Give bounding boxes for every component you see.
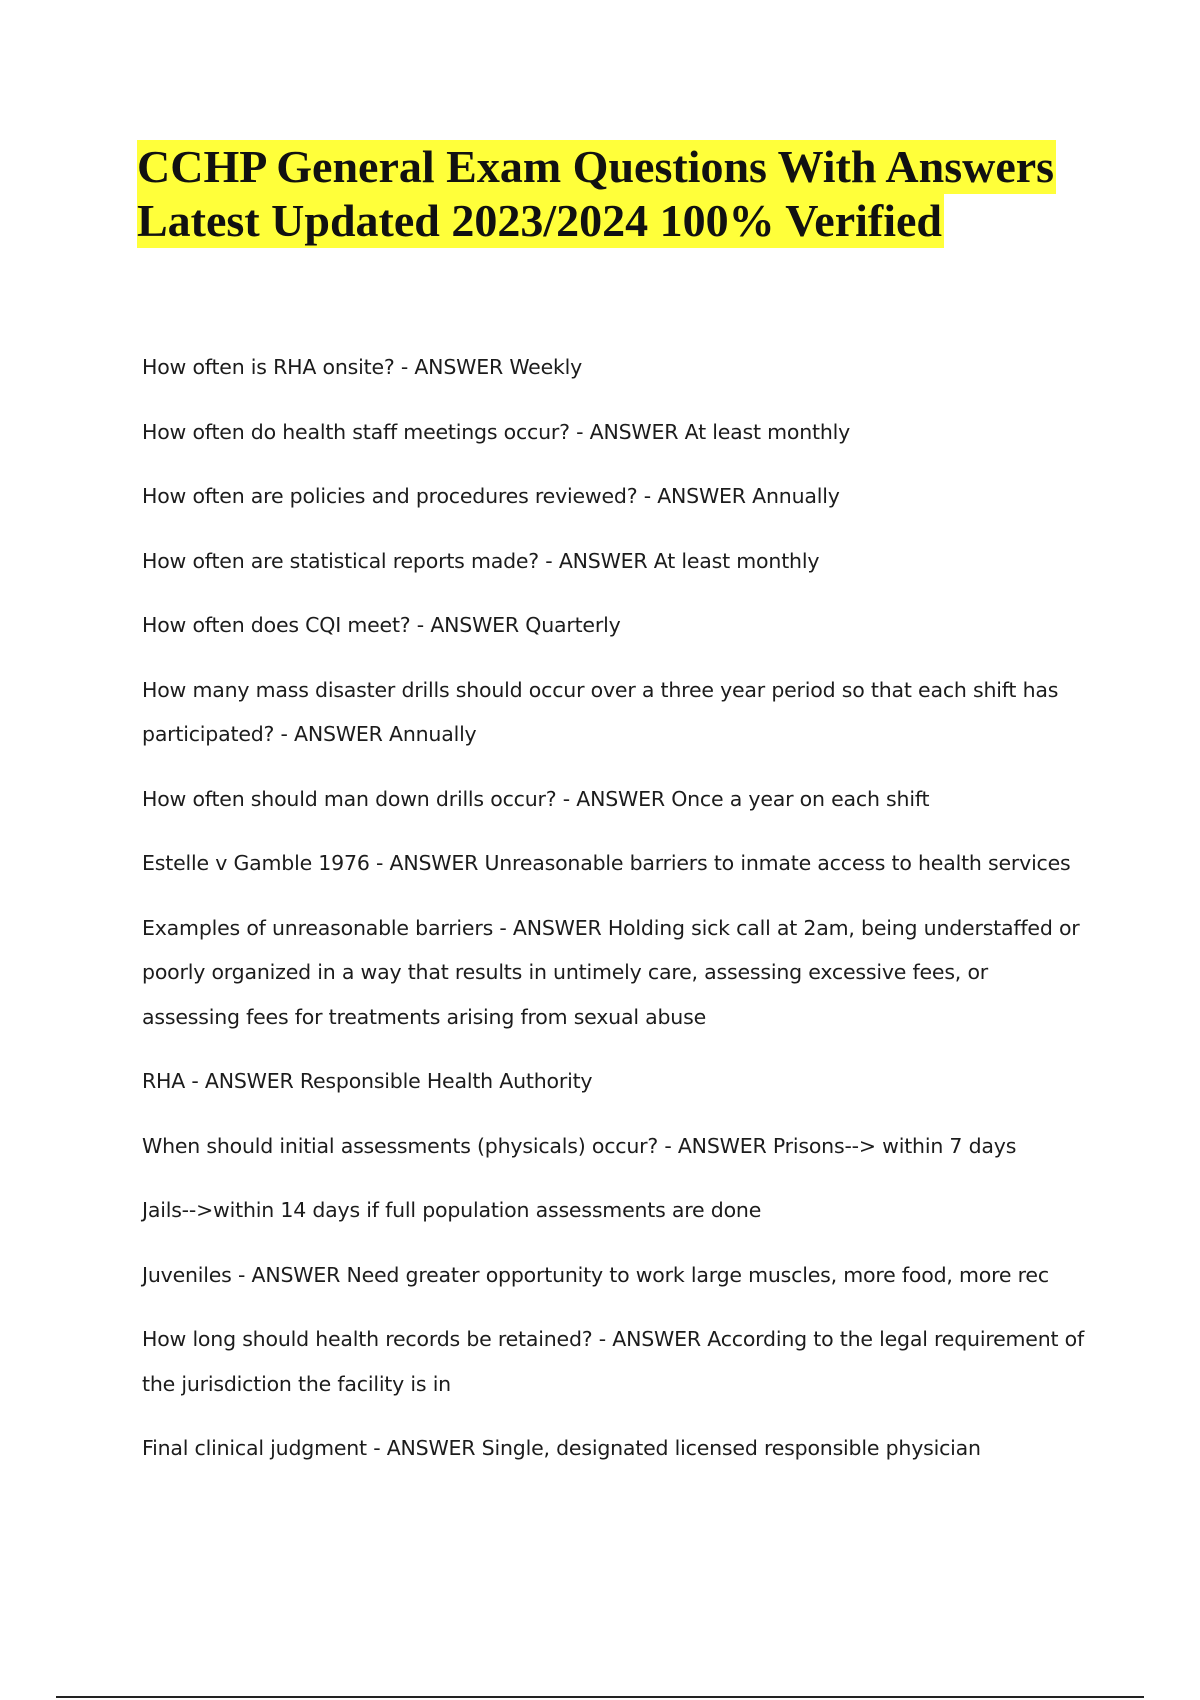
document-title — [137, 140, 1137, 248]
qa-item: Examples of unreasonable barriers - ANSWER Holding sick call at 2am, being understaffed or poorly organized in a way that results in untimely care, assessing excessive fees, or assessing fees for treatments arising from sexual abuse — [142, 915, 1080, 1029]
qa-item: Jails-->within 14 days if full population assessments are done — [142, 1198, 762, 1222]
title-line-1: CCHP General Exam Questions With Answers — [137, 141, 1055, 192]
qa-item: Final clinical judgment - ANSWER Single, designated licensed responsible physician — [142, 1436, 981, 1460]
qa-item: How often are statistical reports made? - ANSWER At least monthly — [142, 548, 820, 573]
footer-divider — [56, 1696, 1144, 1698]
qa-item: Estelle v Gamble 1976 - ANSWER Unreasonable barriers to inmate access to health services — [142, 851, 1071, 875]
title-line-2: Latest Updated 2023/2024 100% Verified — [137, 195, 942, 246]
qa-item: How often are policies and procedures reviewed? - ANSWER Annually — [142, 484, 840, 508]
qa-item: How often should man down drills occur? - ANSWER Once a year on each shift — [142, 786, 930, 811]
qa-item: How often does CQI meet? - ANSWER Quarterly — [142, 613, 621, 637]
qa-item: How many mass disaster drills should occur over a three year period so that each shift has participated? - ANSWER Annually — [142, 677, 1059, 746]
qa-item: Juveniles - ANSWER Need greater opportunity to work large muscles, more food, more rec — [142, 1262, 1049, 1287]
qa-item: RHA - ANSWER Responsible Health Authority — [142, 1069, 593, 1093]
qa-list — [142, 345, 1092, 1491]
qa-item: How often do health staff meetings occur? - ANSWER At least monthly — [142, 419, 851, 444]
qa-item: How often is RHA onsite? - ANSWER Weekly — [142, 355, 583, 379]
qa-item: When should initial assessments (physicals) occur? - ANSWER Prisons--> within 7 days — [142, 1133, 1017, 1158]
qa-item: How long should health records be retained? - ANSWER According to the legal requirement of the jurisdiction the facility is in — [142, 1327, 1084, 1396]
